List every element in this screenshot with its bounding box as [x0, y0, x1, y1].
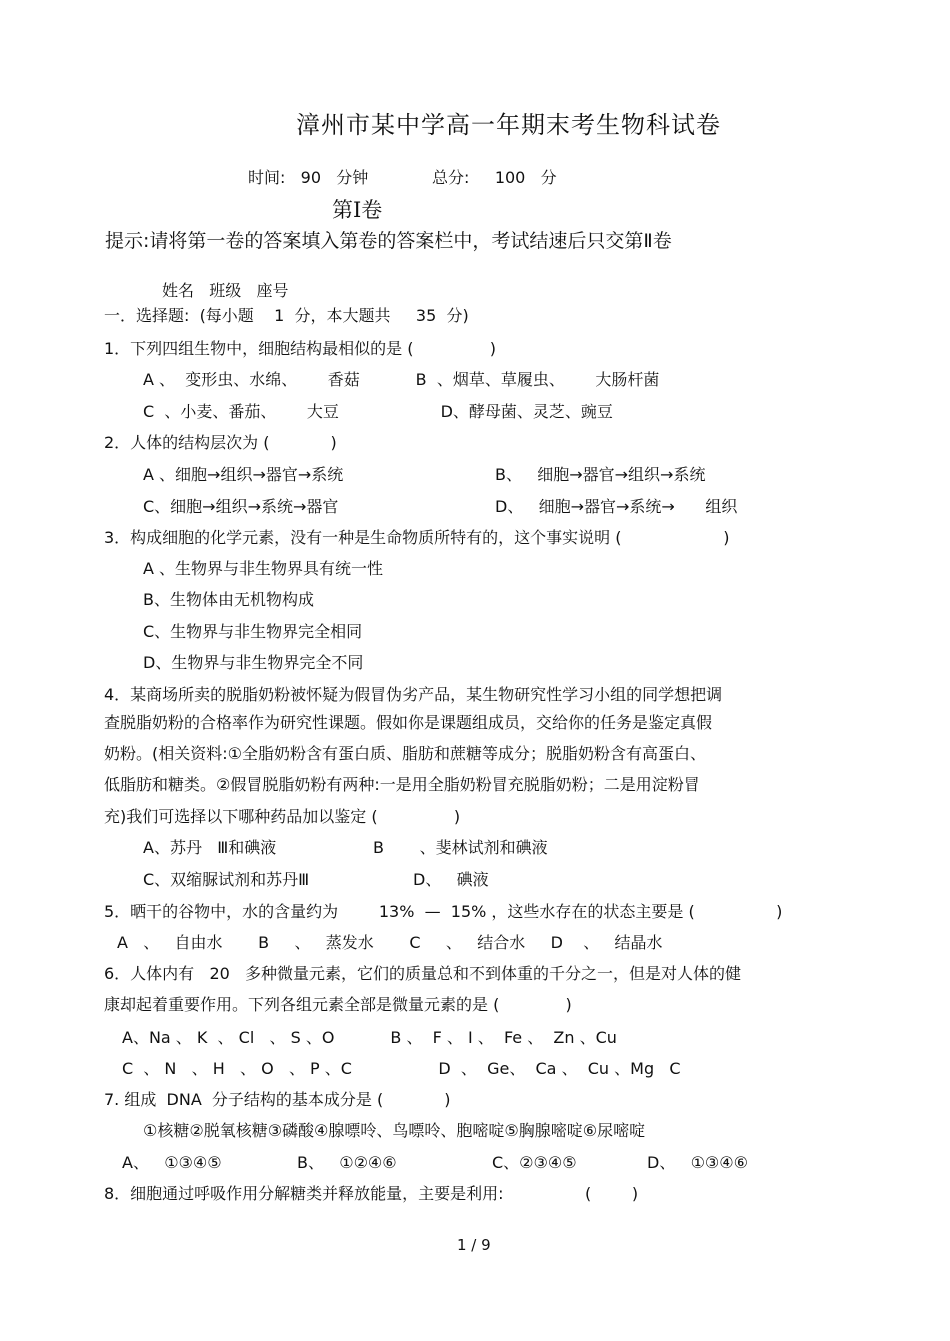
question-6-options-cd: C 、 N 、 H 、 O 、 P 、C D 、 Ge、 Ca 、 Cu 、Mg C — [122, 1059, 681, 1078]
question-3-option-c: C、生物界与非生物界完全相同 — [143, 622, 363, 641]
question-3-option-d: D、生物界与非生物界完全不同 — [143, 653, 364, 672]
question-7-option-b: B、 ①②④⑥ — [297, 1153, 397, 1172]
question-6-line-2: 康却起着重要作用。下列各组元素全部是微量元素的是 ( ) — [104, 995, 572, 1014]
question-7-option-c: C、②③④⑤ — [492, 1153, 577, 1172]
question-4-line-4: 低脂肪和糖类。②假冒脱脂奶粉有两种:一是用全脂奶粉冒充脱脂奶粉；二是用淀粉冒 — [104, 775, 700, 794]
question-2-option-a: A 、细胞→组织→器官→系统 — [143, 465, 344, 484]
student-info-line: 姓名 班级 座号 — [162, 281, 289, 300]
exam-title: 漳州市某中学高一年期末考生物科试卷 — [296, 111, 721, 139]
question-4-option-b: B 、斐林试剂和碘液 — [373, 838, 548, 857]
question-2-option-d: D、 细胞→器官→系统→ 组织 — [495, 497, 738, 516]
question-1-stem: 1．下列四组生物中，细胞结构最相似的是 ( ) — [104, 339, 497, 358]
question-7-stem: 7. 组成 DNA 分子结构的基本成分是 ( ) — [104, 1090, 451, 1109]
question-4-option-d: D、 碘液 — [413, 870, 489, 889]
question-1-options-ab: A 、 变形虫、水绵、 香菇 B 、烟草、草履虫、 大肠杆菌 — [143, 370, 660, 389]
question-7-option-a: A、 ①③④⑤ — [122, 1153, 222, 1172]
exam-time: 时间: 90 分钟 — [248, 168, 369, 187]
section-heading: 一．选择题: (每小题 1 分，本大题共 35 分) — [104, 306, 469, 325]
question-4-option-a: A、苏丹 Ⅲ和碘液 — [143, 838, 277, 857]
hint-text: 提示:请将第一卷的答案填入第卷的答案栏中，考试结速后只交第Ⅱ卷 — [105, 230, 672, 252]
page-number: 1 / 9 — [457, 1236, 491, 1254]
question-4-line-3: 奶粉。(相关资料:①全脂奶粉含有蛋白质、脂肪和蔗糖等成分；脱脂奶粉含有高蛋白、 — [104, 744, 706, 763]
question-6-options-ab: A、Na 、 K 、 Cl 、 S 、O B 、 F 、 I 、 Fe 、 Zn 、Cu — [122, 1028, 617, 1047]
volume-heading: 第Ⅰ卷 — [332, 198, 383, 222]
question-2-option-b: B、 细胞→器官→组织→系统 — [495, 465, 706, 484]
question-7-items: ①核糖②脱氧核糖③磷酸④腺嘌呤、鸟嘌呤、胞嘧啶⑤胸腺嘧啶⑥尿嘧啶 — [143, 1121, 646, 1140]
question-4-option-c: C、双缩脲试剂和苏丹Ⅲ — [143, 870, 310, 889]
question-3-stem: 3．构成细胞的化学元素，没有一种是生命物质所特有的，这个事实说明 ( ) — [104, 528, 730, 547]
question-4-line-1: 4．某商场所卖的脱脂奶粉被怀疑为假冒伪劣产品，某生物研究性学习小组的同学想把调 — [104, 685, 723, 704]
question-8-stem: 8．细胞通过呼吸作用分解糖类并释放能量，主要是利用: ( ) — [104, 1184, 639, 1203]
question-7-option-d: D、 ①③④⑥ — [647, 1153, 748, 1172]
question-2-stem: 2．人体的结构层次为 ( ) — [104, 433, 337, 452]
question-4-line-5: 充)我们可选择以下哪种药品加以鉴定 ( ) — [104, 807, 461, 826]
exam-total-score: 总分: 100 分 — [432, 168, 557, 187]
question-5-options: A 、 自由水 B 、 蒸发水 C 、 结合水 D 、 结晶水 — [117, 933, 663, 952]
question-3-option-a: A 、生物界与非生物界具有统一性 — [143, 559, 384, 578]
question-5-stem: 5．晒干的谷物中，水的含量约为 13% — 15% ，这些水存在的状态主要是 ( ) — [104, 902, 783, 921]
question-2-option-c: C、细胞→组织→系统→器官 — [143, 497, 339, 516]
question-1-options-cd: C 、小麦、番茄、 大豆 D、酵母菌、灵芝、豌豆 — [143, 402, 613, 421]
question-6-line-1: 6．人体内有 20 多种微量元素，它们的质量总和不到体重的千分之一，但是对人体的健 — [104, 964, 742, 983]
question-3-option-b: B、生物体由无机物构成 — [143, 590, 314, 609]
question-4-line-2: 查脱脂奶粉的合格率作为研究性课题。假如你是课题组成员，交给你的任务是鉴定真假 — [104, 713, 713, 732]
